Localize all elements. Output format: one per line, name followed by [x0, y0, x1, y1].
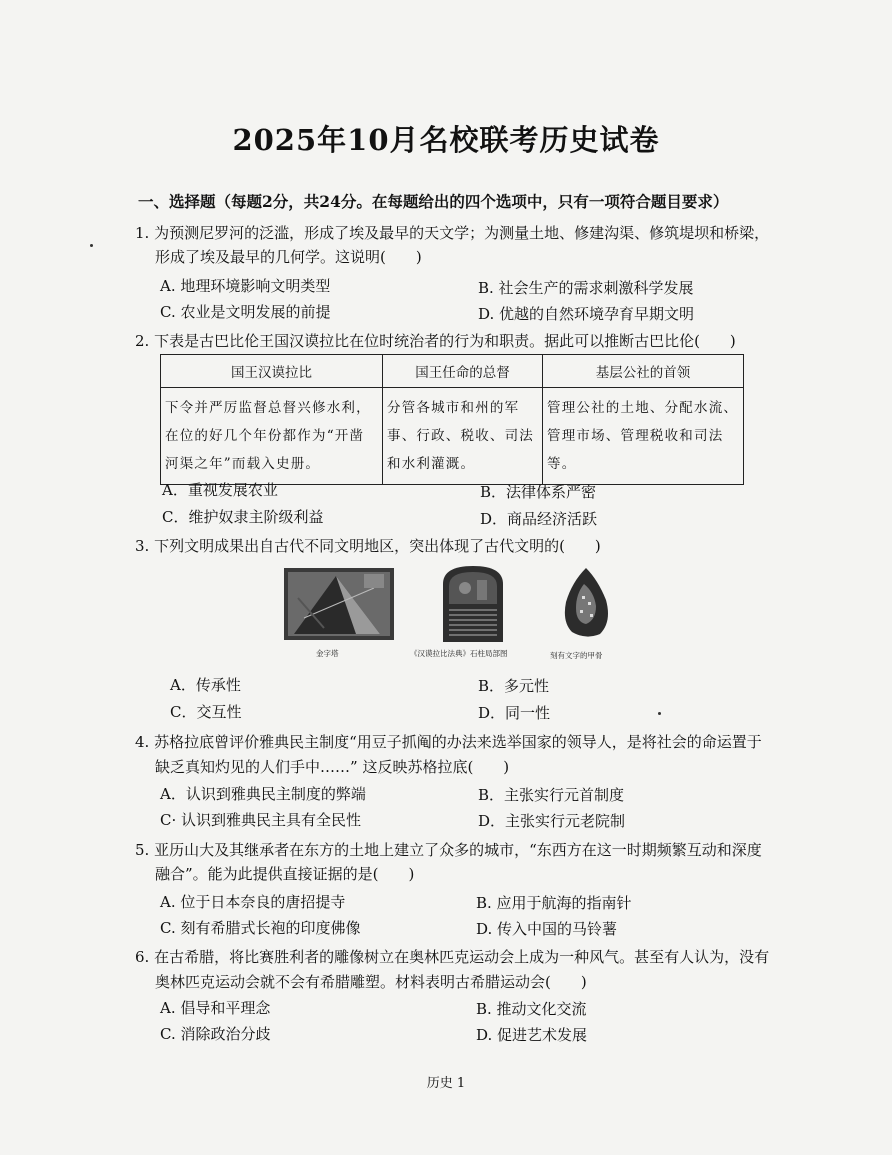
cell-line: 下令并严厉监督总督兴修水利， — [165, 400, 371, 416]
cell-line: 在位的好几个年份都作为“开凿 — [165, 428, 365, 444]
question-3-option-d: D．同一性 — [478, 704, 551, 722]
cell-line: 和水利灌溉。 — [387, 456, 476, 472]
hammurabi-stele-image — [437, 564, 509, 644]
page-title: 2025年10月名校联考历史试卷 — [232, 123, 660, 157]
question-6-line-2: 奥林匹克运动会就不会有希腊雕塑。材料表明古希腊运动会( ) — [155, 973, 587, 991]
cell-line: 管理市场、管理税收和司法 — [547, 428, 724, 444]
cell-line: 河渠之年”而载入史册。 — [165, 456, 321, 472]
question-4-line-2: 缺乏真知灼见的人们手中……” 这反映苏格拉底( ) — [155, 758, 510, 776]
question-2-option-b: B．法律体系严密 — [480, 483, 597, 501]
table-header-cell: 国王汉谟拉比 — [161, 355, 383, 388]
question-5-option-d: D. 传入中国的马铃薯 — [476, 920, 618, 938]
table-row — [161, 388, 744, 485]
cell-line: 管理公社的土地、分配水流、 — [547, 400, 739, 416]
table-header-cell: 国王任命的总督 — [383, 355, 543, 388]
oracle-bone-image — [560, 566, 612, 640]
question-2-line-1: 2. 下表是古巴比伦王国汉谟拉比在位时统治者的行为和职责。据此可以推断古巴比伦( ) — [135, 332, 736, 350]
question-5-option-a: A. 位于日本奈良的唐招提寺 — [160, 893, 346, 911]
question-6-option-d: D. 促进艺术发展 — [476, 1026, 588, 1044]
question-5-line-1: 5. 亚历山大及其继承者在东方的土地上建立了众多的城市，“东西方在这一时期频繁互动和深度 — [135, 841, 762, 859]
scan-speck — [658, 712, 661, 715]
pyramid-image — [284, 568, 394, 640]
caption-stele: 《汉谟拉比法典》石柱局部图 — [410, 649, 508, 658]
table-cell — [161, 388, 383, 485]
question-1-line-2: 形成了埃及最早的几何学。这说明( ) — [155, 248, 422, 266]
cell-line: 等。 — [547, 456, 577, 472]
question-2-option-d: D．商品经济活跃 — [480, 510, 598, 528]
question-4-option-b: B．主张实行元首制度 — [478, 786, 625, 804]
page-footer: 历史 1 — [426, 1076, 466, 1091]
question-2-option-a: A．重视发展农业 — [162, 481, 278, 499]
table-header-cell: 基层公社的首领 — [543, 355, 744, 388]
question-5-line-2: 融合”。能为此提供直接证据的是( ) — [155, 865, 415, 883]
question-4-option-d: D．主张实行元老院制 — [478, 812, 626, 830]
scan-speck — [90, 244, 93, 247]
cell-line: 分管各城市和州的军 — [387, 400, 520, 416]
caption-oracle-bone: 刻有文字的甲骨 — [550, 651, 603, 660]
caption-pyramid: 金字塔 — [316, 649, 339, 658]
question-3-option-a: A．传承性 — [170, 676, 241, 694]
question-6-line-1: 6. 在古希腊，将比赛胜利者的雕像树立在奥林匹克运动会上成为一种风气。甚至有人认为，没有 — [135, 948, 770, 966]
q2-table — [160, 354, 744, 485]
question-4-option-c: C· 认识到雅典民主具有全民性 — [160, 811, 362, 829]
question-1-option-b: B. 社会生产的需求刺激科学发展 — [478, 279, 694, 297]
table-cell — [543, 388, 744, 485]
cell-line: 事、行政、税收、司法 — [387, 428, 534, 444]
question-1-option-c: C. 农业是文明发展的前提 — [160, 303, 331, 321]
question-1-option-a: A. 地理环境影响文明类型 — [160, 277, 331, 295]
question-1-line-1: 1. 为预测尼罗河的泛滥，形成了埃及最早的天文学；为测量土地、修建沟渠、修筑堤坝和桥梁， — [135, 224, 770, 242]
table-cell — [383, 388, 543, 485]
question-4-option-a: A．认识到雅典民主制度的弊端 — [160, 785, 366, 803]
question-3-option-c: C．交互性 — [170, 703, 242, 721]
question-6-option-b: B. 推动文化交流 — [476, 1000, 587, 1018]
table-header-row — [161, 355, 744, 388]
question-5-option-b: B. 应用于航海的指南针 — [476, 894, 632, 912]
question-6-option-a: A. 倡导和平理念 — [160, 999, 271, 1017]
question-3-line-1: 3. 下列文明成果出自古代不同文明地区，突出体现了古代文明的( ) — [135, 537, 601, 555]
question-2-option-c: C．维护奴隶主阶级利益 — [162, 508, 324, 526]
question-1-option-d: D. 优越的自然环境孕育早期文明 — [478, 305, 695, 323]
question-6-option-c: C. 消除政治分歧 — [160, 1025, 271, 1043]
question-4-line-1: 4. 苏格拉底曾评价雅典民主制度“用豆子抓阄的办法来选举国家的领导人，是将社会的命运置于 — [135, 733, 762, 751]
question-3-option-b: B．多元性 — [478, 677, 550, 695]
section-heading: 一、选择题（每题2分，共24分。在每题给出的四个选项中，只有一项符合题目要求） — [138, 192, 729, 211]
question-5-option-c: C. 刻有希腊式长袍的印度佛像 — [160, 919, 361, 937]
